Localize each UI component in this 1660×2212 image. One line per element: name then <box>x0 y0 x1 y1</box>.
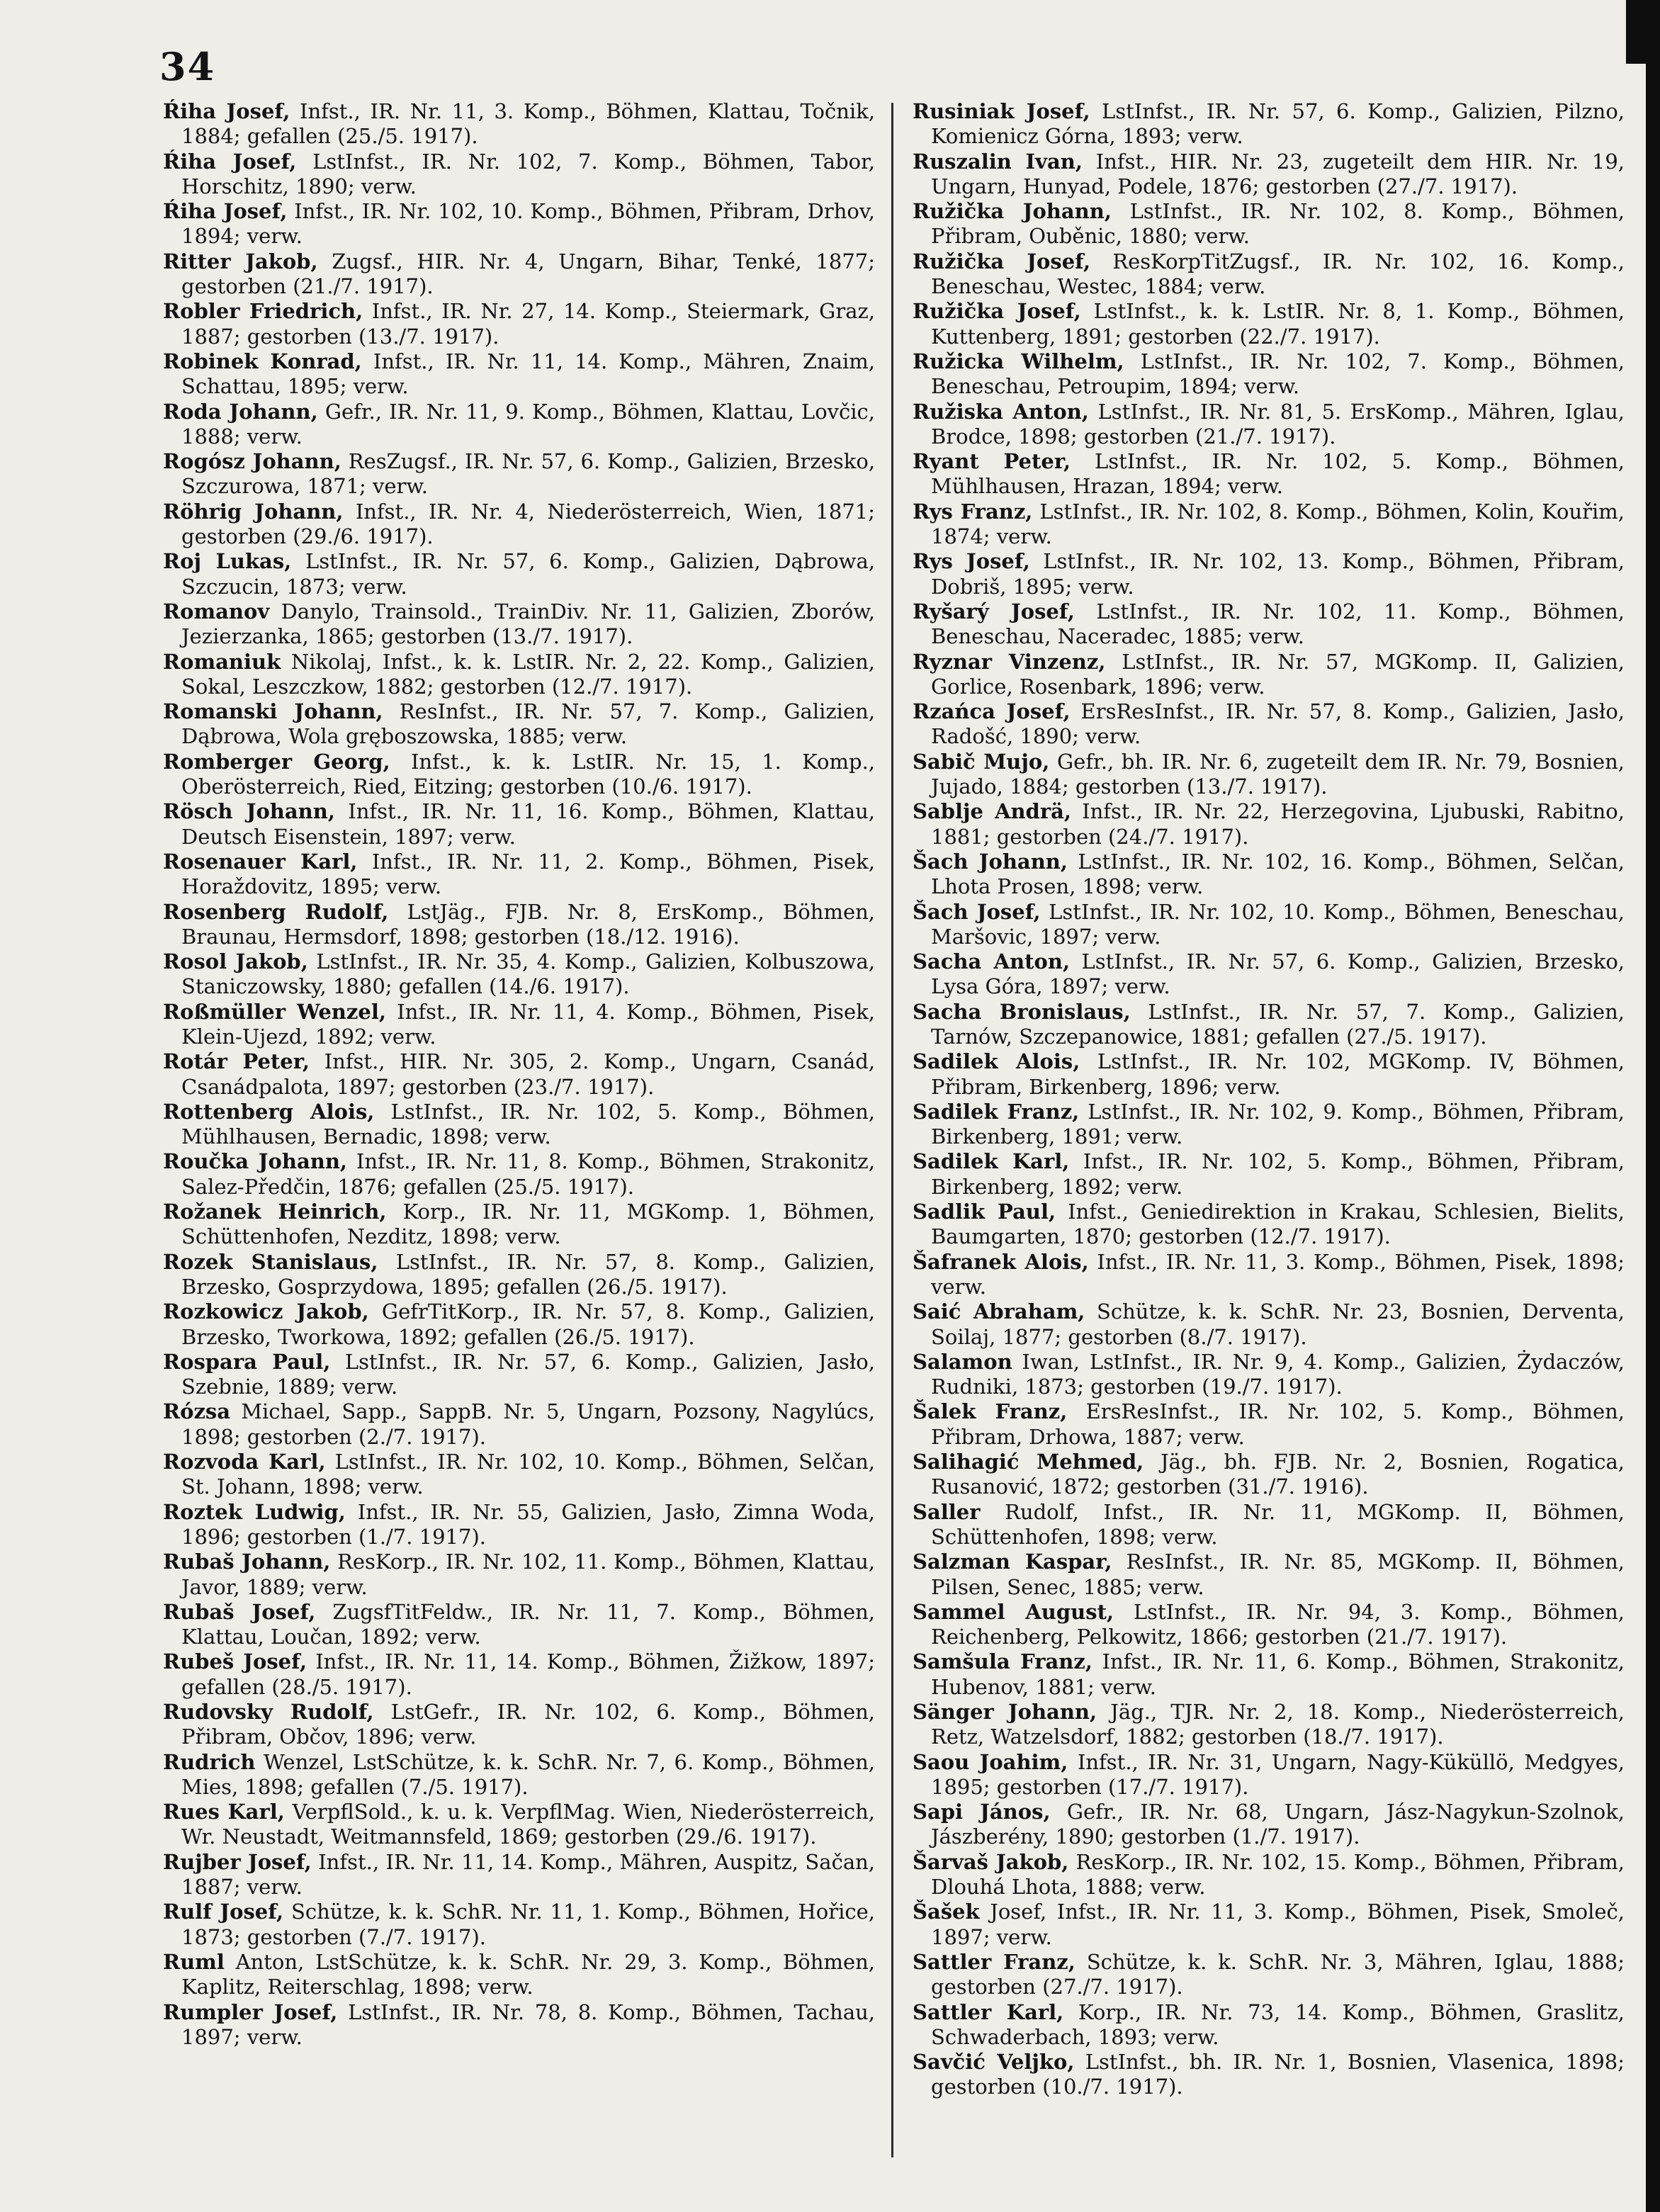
entry-name: Ružička Josef, <box>913 299 1081 324</box>
casualty-entry <box>913 650 1625 700</box>
entry-name: Sadlik Paul, <box>913 1200 1056 1224</box>
casualty-entry <box>913 1000 1625 1050</box>
entry-name: Röhrig Johann, <box>163 499 344 524</box>
casualty-entry <box>163 500 875 550</box>
entry-details: LstInfst., IR. Nr. 94, 3. Komp., Böhmen, Reichenberg, Pelkowitz, 1866; gestorben (21./7. 1917). <box>931 1599 1625 1649</box>
entry-details: Infst., IR. Nr. 4, Niederösterreich, Wien, 1871; gestorben (29./6. 1917). <box>181 499 875 549</box>
casualty-entry <box>913 2000 1625 2050</box>
entry-details: LstInfst., IR. Nr. 102, 8. Komp., Böhmen, Kolin, Kouřim, 1874; verw. <box>931 499 1625 549</box>
entry-name: Rys Josef, <box>913 549 1030 574</box>
entry-name: Romanski Johann, <box>163 699 383 724</box>
casualty-entry <box>163 599 875 650</box>
entry-name: Rožanek Heinrich, <box>163 1200 387 1224</box>
casualty-entry <box>913 1500 1625 1550</box>
entry-name: Roda Johann, <box>163 399 318 424</box>
entry-details: Anton, LstSchütze, k. k. SchR. Nr. 29, 3. Komp., Böhmen, Kaplitz, Reiterschlag, 1898; verw. <box>181 1949 875 1999</box>
entry-details: LstInfst., IR. Nr. 102, MGKomp. IV, Böhmen, Přibram, Birkenberg, 1896; verw. <box>931 1049 1625 1099</box>
casualty-entry <box>913 1600 1625 1650</box>
entry-details: Rudolf, Infst., IR. Nr. 11, MGKomp. II, Böhmen, Schüttenhofen, 1898; verw. <box>931 1499 1625 1549</box>
entry-details: LstInfst., IR. Nr. 57, 6. Komp., Galizien, Jasło, Szebnie, 1889; verw. <box>181 1349 875 1399</box>
entry-name: Saić Abraham, <box>913 1299 1085 1324</box>
entry-name: Sacha Anton, <box>913 949 1071 974</box>
casualty-entry <box>163 1700 875 1750</box>
casualty-entry <box>913 1950 1625 2000</box>
entry-details: Infst., IR. Nr. 11, 3. Komp., Böhmen, Klattau, Točnik, 1884; gefallen (25./5. 1917). <box>181 99 875 149</box>
casualty-entry <box>913 1900 1625 1950</box>
entry-name: Rubeš Josef, <box>163 1649 307 1674</box>
entry-details: LstInfst., IR. Nr. 102, 13. Komp., Böhmen, Přibram, Dobriš, 1895; verw. <box>931 549 1625 599</box>
entry-name: Ruml <box>163 1949 225 1974</box>
casualty-entry <box>913 149 1625 200</box>
entry-details: LstInfst., IR. Nr. 102, 5. Komp., Böhmen, Mühlhausen, Bernadic, 1898; verw. <box>181 1099 876 1149</box>
entry-details: Josef, Infst., IR. Nr. 11, 3. Komp., Böhmen, Pisek, Smoleč, 1897; verw. <box>931 1900 1625 1949</box>
entry-details: Infst., IR. Nr. 11, 3. Komp., Böhmen, Pisek, 1898; verw. <box>931 1249 1625 1299</box>
casualty-entry <box>913 1700 1625 1750</box>
casualty-entry <box>913 249 1625 300</box>
casualty-entry <box>913 949 1625 1000</box>
entry-name: Rzańca Josef, <box>913 699 1071 724</box>
entry-name: Rusiniak Josef, <box>913 99 1090 123</box>
entry-details: Danylo, Trainsold., TrainDiv. Nr. 11, Galizien, Zborów, Jezierzanka, 1865; gestorben (13./7. 1917). <box>181 599 875 649</box>
page-number: 34 <box>159 44 216 89</box>
entry-name: Rozkowicz Jakob, <box>163 1299 369 1324</box>
entry-name: Roučka Johann, <box>163 1149 348 1174</box>
entry-name: Rózsa <box>163 1399 231 1424</box>
casualty-entry <box>913 349 1625 400</box>
entry-name: Šalek Franz, <box>913 1399 1068 1424</box>
entry-details: Gefr., bh. IR. Nr. 6, zugeteilt dem IR. Nr. 79, Bosnien, Jujado, 1884; gestorben (13./7. 1917). <box>931 749 1625 799</box>
entry-name: Saou Joahim, <box>913 1749 1068 1774</box>
casualty-entry <box>163 1850 875 1900</box>
entry-name: Rujber Josef, <box>163 1849 312 1874</box>
casualty-entry <box>163 449 875 500</box>
entry-details: ResInfst., IR. Nr. 57, 7. Komp., Galizien, Dąbrowa, Wola gręboszowska, 1885; verw. <box>181 699 876 749</box>
entry-details: GefrTitKorp., IR. Nr. 57, 8. Komp., Galizien, Brzesko, Tworkowa, 1892; gefallen (26./5. 1917). <box>181 1299 876 1349</box>
entry-name: Ružička Johann, <box>913 199 1112 224</box>
entry-details: LstInfst., IR. Nr. 102, 8. Komp., Böhmen, Přibram, Ouběnic, 1880; verw. <box>931 199 1625 249</box>
casualty-entry <box>163 1800 875 1850</box>
casualty-entry <box>913 1850 1625 1900</box>
entry-name: Rubaš Johann, <box>163 1550 331 1574</box>
casualty-entry <box>163 799 875 850</box>
casualty-entry <box>163 1900 875 1950</box>
entry-details: ErsResInfst., IR. Nr. 102, 5. Komp., Böhmen, Přibram, Drhowa, 1887; verw. <box>931 1399 1625 1449</box>
casualty-entry <box>163 199 875 249</box>
entry-details: Jäg., bh. FJB. Nr. 2, Bosnien, Rogatica, Rusanović, 1872; gestorben (31./7. 1916). <box>931 1450 1625 1499</box>
entry-name: Ružicka Wilhelm, <box>913 349 1124 373</box>
entry-details: Wenzel, LstSchütze, k. k. SchR. Nr. 7, 6. Komp., Böhmen, Mies, 1898; gefallen (7./5. 1917). <box>181 1749 875 1799</box>
casualty-entry <box>163 249 875 300</box>
entry-details: LstInfst., IR. Nr. 57, 6. Komp., Galizien, Dąbrowa, Szczucin, 1873; verw. <box>181 549 875 599</box>
entry-details: Infst., IR. Nr. 11, 14. Komp., Mähren, Auspitz, Sačan, 1887; verw. <box>181 1849 876 1900</box>
entry-details: Infst., IR. Nr. 11, 16. Komp., Böhmen, Klattau, Deutsch Eisenstein, 1897; verw. <box>181 799 876 849</box>
entry-details: ZugsfTitFeldw., IR. Nr. 11, 7. Komp., Böhmen, Klattau, Loučan, 1892; verw. <box>181 1599 875 1649</box>
entry-details: Gefr., IR. Nr. 11, 9. Komp., Böhmen, Klattau, Lovčic, 1888; verw. <box>181 399 876 448</box>
entry-name: Ružička Josef, <box>913 249 1091 273</box>
entry-name: Sattler Karl, <box>913 1999 1064 2024</box>
entry-name: Rosenberg Rudolf, <box>163 899 389 924</box>
casualty-entry <box>913 1350 1625 1400</box>
entry-details: Infst., IR. Nr. 31, Ungarn, Nagy-Küküllö, Medgyes, 1895; gestorben (17./7. 1917). <box>931 1749 1625 1799</box>
entry-details: VerpflSold., k. u. k. VerpflMag. Wien, Niederösterreich, Wr. Neustadt, Weitmannsfeld, 1869; gestorben (29./6. 1917). <box>181 1800 875 1849</box>
entry-details: LstInfst., IR. Nr. 102, 7. Komp., Böhmen, Tabor, Horschitz, 1890; verw. <box>181 149 875 198</box>
entry-details: Infst., IR. Nr. 11, 14. Komp., Mähren, Znaim, Schattau, 1895; verw. <box>181 349 876 399</box>
entry-name: Ŕiha Josef, <box>163 99 290 123</box>
casualty-entry <box>163 850 875 900</box>
entry-name: Romaniuk <box>163 649 281 674</box>
casualty-entry <box>163 1299 875 1350</box>
entry-name: Rospara Paul, <box>163 1349 331 1374</box>
entry-details: LstInfst., IR. Nr. 57, 6. Komp., Galizien, Pilzno, Komienicz Górna, 1893; verw. <box>931 99 1625 149</box>
entry-details: LstJäg., FJB. Nr. 8, ErsKomp., Böhmen, Braunau, Hermsdorf, 1898; gestorben (18./12. 1916). <box>181 899 876 949</box>
entry-details: Infst., IR. Nr. 102, 10. Komp., Böhmen, Přibram, Drhov, 1894; verw. <box>181 199 876 249</box>
entry-name: Rosol Jakob, <box>163 949 308 974</box>
entry-details: ResKorp., IR. Nr. 102, 15. Komp., Böhmen, Přibram, Dlouhá Lhota, 1888; verw. <box>931 1849 1625 1900</box>
entry-name: Salzman Kaspar, <box>913 1550 1112 1574</box>
casualty-entry <box>913 1299 1625 1350</box>
casualty-entry <box>913 1200 1625 1250</box>
entry-name: Sadilek Karl, <box>913 1149 1070 1174</box>
casualty-entry <box>163 1600 875 1650</box>
entry-name: Šašek <box>913 1900 980 1924</box>
casualty-entry <box>163 699 875 750</box>
casualty-entry <box>163 900 875 950</box>
casualty-entry <box>163 1399 875 1450</box>
entry-name: Ŕiha Josef, <box>163 149 297 174</box>
entry-details: LstInfst., IR. Nr. 57, 6. Komp., Galizien, Brzesko, Lysa Góra, 1897; verw. <box>931 949 1625 999</box>
entry-details: LstInfst., IR. Nr. 102, 10. Komp., Böhmen, Beneschau, Maršovic, 1897; verw. <box>931 899 1625 949</box>
casualty-entry <box>163 299 875 349</box>
casualty-entry <box>163 1500 875 1550</box>
casualty-entry <box>163 1149 875 1200</box>
casualty-entry <box>913 1149 1625 1200</box>
entry-details: Nikolaj, Infst., k. k. LstIR. Nr. 2, 22. Komp., Galizien, Sokal, Leszczkow, 1882; gestorben (12./7. 1917). <box>181 649 875 699</box>
entry-name: Šafranek Alois, <box>913 1249 1089 1274</box>
entry-details: LstInfst., IR. Nr. 102, 7. Komp., Böhmen, Beneschau, Petroupim, 1894; verw. <box>931 349 1625 399</box>
casualty-entry <box>913 449 1625 500</box>
entry-name: Ružiska Anton, <box>913 399 1089 424</box>
casualty-entry <box>163 149 875 200</box>
entry-details: LstInfst., IR. Nr. 78, 8. Komp., Böhmen, Tachau, 1897; verw. <box>181 1999 876 2049</box>
entry-name: Rottenberg Alois, <box>163 1099 375 1124</box>
entry-details: Infst., IR. Nr. 22, Herzegovina, Ljubuski, Rabitno, 1881; gestorben (24./7. 1917). <box>931 799 1625 849</box>
entry-name: Romanov <box>163 599 270 623</box>
entry-details: LstInfst., bh. IR. Nr. 1, Bosnien, Vlasenica, 1898; gestorben (10./7. 1917). <box>931 2050 1625 2099</box>
entry-details: Infst., HIR. Nr. 23, zugeteilt dem HIR. Nr. 19, Ungarn, Hunyad, Podele, 1876; gestorben (27./7. 1917). <box>931 149 1625 198</box>
entry-name: Ritter Jakob, <box>163 249 318 273</box>
casualty-entry <box>913 549 1625 599</box>
entry-name: Šach Johann, <box>913 849 1068 874</box>
entry-name: Sabič Mujo, <box>913 749 1050 774</box>
entry-details: LstInfst., IR. Nr. 102, 5. Komp., Böhmen, Mühlhausen, Hrazan, 1894; verw. <box>931 449 1625 499</box>
entry-details: Schütze, k. k. SchR. Nr. 23, Bosnien, Derventa, Soilaj, 1877; gestorben (8./7. 1917). <box>931 1299 1625 1349</box>
casualty-entry <box>163 349 875 400</box>
casualty-entry <box>913 799 1625 850</box>
casualty-entry <box>913 2050 1625 2100</box>
casualty-entry <box>913 900 1625 950</box>
casualty-entry <box>163 750 875 800</box>
casualty-entry <box>913 1800 1625 1850</box>
entry-name: Rulf Josef, <box>163 1900 284 1924</box>
entry-details: Schütze, k. k. SchR. Nr. 11, 1. Komp., Böhmen, Hořice, 1873; gestorben (7./7. 1917). <box>181 1900 875 1949</box>
entry-details: Schütze, k. k. SchR. Nr. 3, Mähren, Iglau, 1888; gestorben (27./7. 1917). <box>931 1949 1625 1999</box>
entry-details: ResKorpTitZugsf., IR. Nr. 102, 16. Komp., Beneschau, Westec, 1884; verw. <box>931 249 1625 299</box>
casualty-entry <box>913 1550 1625 1600</box>
entry-details: LstInfst., IR. Nr. 81, 5. ErsKomp., Mähren, Iglau, Brodce, 1898; gestorben (21./7. 1917). <box>931 399 1625 448</box>
entry-name: Salamon <box>913 1349 1012 1374</box>
casualty-entry <box>163 400 875 450</box>
entry-details: LstInfst., IR. Nr. 57, MGKomp. II, Galizien, Gorlice, Rosenbark, 1896; verw. <box>931 649 1625 699</box>
entry-details: ResZugsf., IR. Nr. 57, 6. Komp., Galizien, Brzesko, Szczurowa, 1871; verw. <box>181 449 875 499</box>
entry-details: Zugsf., HIR. Nr. 4, Ungarn, Bihar, Tenké, 1877; gestorben (21./7. 1917). <box>181 249 876 299</box>
entry-name: Sadilek Franz, <box>913 1099 1080 1124</box>
entry-details: LstGefr., IR. Nr. 102, 6. Komp., Böhmen, Přibram, Občov, 1896; verw. <box>181 1700 875 1749</box>
casualty-entry <box>163 1649 875 1700</box>
entry-name: Sacha Bronislaus, <box>913 999 1131 1024</box>
entry-name: Samšula Franz, <box>913 1649 1092 1674</box>
entry-name: Sänger Johann, <box>913 1700 1097 1724</box>
casualty-entry <box>163 549 875 599</box>
entry-details: LstInfst., IR. Nr. 102, 9. Komp., Böhmen, Přibram, Birkenberg, 1891; verw. <box>931 1099 1625 1149</box>
entry-name: Romberger Georg, <box>163 749 390 774</box>
casualty-entry <box>913 1750 1625 1800</box>
casualty-entry <box>163 1950 875 2000</box>
entry-name: Šarvaš Jakob, <box>913 1849 1069 1874</box>
entry-name: Sablje Andrä, <box>913 799 1071 824</box>
entry-details: ResInfst., IR. Nr. 85, MGKomp. II, Böhmen, Pilsen, Senec, 1885; verw. <box>931 1550 1625 1599</box>
entry-details: Gefr., IR. Nr. 68, Ungarn, Jász-Nagykun-Szolnok, Jászberény, 1890; gestorben (1./7. 1917). <box>931 1800 1625 1849</box>
entry-details: Infst., IR. Nr. 27, 14. Komp., Steiermark, Graz, 1887; gestorben (13./7. 1917). <box>181 299 875 349</box>
casualty-entry <box>913 1399 1625 1450</box>
entry-name: Rozek Stanislaus, <box>163 1249 378 1274</box>
entry-name: Rosenauer Karl, <box>163 849 358 874</box>
entry-name: Sadilek Alois, <box>913 1049 1080 1074</box>
casualty-entry <box>913 1049 1625 1100</box>
column-divider <box>891 103 893 2157</box>
entry-name: Rues Karl, <box>163 1800 285 1824</box>
entry-details: Korp., IR. Nr. 11, MGKomp. 1, Böhmen, Schüttenhofen, Nezditz, 1898; verw. <box>181 1200 876 1249</box>
casualty-entry <box>163 1550 875 1600</box>
entry-details: Infst., IR. Nr. 11, 6. Komp., Böhmen, Strakonitz, Hubenov, 1881; verw. <box>931 1649 1625 1699</box>
entry-name: Sammel August, <box>913 1599 1114 1624</box>
casualty-entry <box>163 650 875 700</box>
entry-details: Michael, Sapp., SappB. Nr. 5, Ungarn, Pozsony, Nagylúcs, 1898; gestorben (2./7. 1917). <box>181 1399 875 1449</box>
entry-name: Roßmüller Wenzel, <box>163 999 386 1024</box>
casualty-entry <box>913 99 1625 149</box>
entry-name: Ryznar Vinzenz, <box>913 649 1106 674</box>
entry-details: LstInfst., IR. Nr. 102, 11. Komp., Böhmen, Beneschau, Naceradec, 1885; verw. <box>931 599 1625 649</box>
entry-details: Infst., IR. Nr. 102, 5. Komp., Böhmen, Přibram, Birkenberg, 1892; verw. <box>931 1149 1625 1199</box>
casualty-entry <box>163 1750 875 1800</box>
entry-name: Salihagić Mehmed, <box>913 1450 1144 1474</box>
entry-name: Robinek Konrad, <box>163 349 362 373</box>
entry-name: Rumpler Josef, <box>163 1999 338 2024</box>
entry-details: Infst., IR. Nr. 11, 8. Komp., Böhmen, Strakonitz, Salez-Předčin, 1876; gefallen (25./5. 1917). <box>181 1149 876 1199</box>
entry-details: Infst., IR. Nr. 55, Galizien, Jasło, Zimna Woda, 1896; gestorben (1./7. 1917). <box>181 1499 876 1549</box>
entry-details: Infst., IR. Nr. 11, 14. Komp., Böhmen, Žižkow, 1897; gefallen (28./5. 1917). <box>181 1649 875 1699</box>
entry-name: Sattler Franz, <box>913 1949 1075 1974</box>
scan-border-corner <box>1626 0 1646 64</box>
entry-details: LstInfst., k. k. LstIR. Nr. 8, 1. Komp., Böhmen, Kuttenberg, 1891; gestorben (22./7. 1917). <box>931 299 1625 349</box>
entry-name: Savčić Veljko, <box>913 2050 1075 2075</box>
scan-border-right <box>1646 0 1660 2212</box>
entry-details: LstInfst., IR. Nr. 102, 10. Komp., Böhmen, Selčan, St. Johann, 1898; verw. <box>181 1450 876 1499</box>
entry-details: Infst., IR. Nr. 11, 4. Komp., Böhmen, Pisek, Klein-Ujezd, 1892; verw. <box>181 999 875 1049</box>
right-column <box>913 99 1625 2100</box>
entry-name: Šach Josef, <box>913 899 1041 924</box>
casualty-entry <box>913 699 1625 750</box>
entry-details: LstInfst., IR. Nr. 57, 8. Komp., Galizien, Brzesko, Gosprzydowa, 1895; gefallen (26./5. 1917). <box>181 1249 875 1299</box>
entry-name: Sapi János, <box>913 1800 1051 1824</box>
casualty-entry <box>913 500 1625 550</box>
casualty-entry <box>913 850 1625 900</box>
casualty-entry <box>913 1250 1625 1300</box>
casualty-entry <box>163 1049 875 1100</box>
casualty-entry <box>163 1250 875 1300</box>
casualty-entry <box>913 1100 1625 1150</box>
entry-name: Rys Franz, <box>913 499 1033 524</box>
casualty-entry <box>913 199 1625 249</box>
entry-details: ErsResInfst., IR. Nr. 57, 8. Komp., Galizien, Jasło, Radošć, 1890; verw. <box>931 699 1625 749</box>
casualty-entry <box>163 2000 875 2050</box>
casualty-entry <box>163 1450 875 1500</box>
casualty-entry <box>913 1450 1625 1500</box>
entry-details: Iwan, LstInfst., IR. Nr. 9, 4. Komp., Galizien, Żydaczów, Rudniki, 1873; gestorben (19./7. 1917). <box>931 1349 1625 1399</box>
casualty-entry <box>163 949 875 1000</box>
entry-name: Saller <box>913 1499 981 1524</box>
entry-details: LstInfst., IR. Nr. 35, 4. Komp., Galizien, Kolbuszowa, Staniczowsky, 1880; gefallen (14./6. 1917). <box>181 949 875 999</box>
entry-details: LstInfst., IR. Nr. 57, 7. Komp., Galizien, Tarnów, Szczepanowice, 1881; gefallen (27./5. 1917). <box>931 999 1625 1049</box>
entry-details: Infst., k. k. LstIR. Nr. 15, 1. Komp., Oberösterreich, Ried, Eitzing; gestorben (10./6. 1917). <box>181 749 876 799</box>
casualty-entry <box>913 750 1625 800</box>
casualty-entry <box>163 1350 875 1400</box>
entry-name: Rotár Peter, <box>163 1049 310 1074</box>
entry-name: Roj Lukas, <box>163 549 292 574</box>
entry-name: Roztek Ludwig, <box>163 1499 346 1524</box>
casualty-entry <box>913 400 1625 450</box>
entry-details: Infst., IR. Nr. 11, 2. Komp., Böhmen, Pisek, Horaždovitz, 1895; verw. <box>181 849 875 899</box>
entry-name: Ŕiha Josef, <box>163 199 288 224</box>
entry-details: Jäg., TJR. Nr. 2, 18. Komp., Niederösterreich, Retz, Watzelsdorf, 1882; gestorben (18./7. 1917). <box>931 1700 1625 1749</box>
entry-details: LstInfst., IR. Nr. 102, 16. Komp., Böhmen, Selčan, Lhota Prosen, 1898; verw. <box>931 849 1625 899</box>
casualty-entry <box>163 1100 875 1150</box>
entry-name: Ryšarý Josef, <box>913 599 1075 623</box>
entry-details: Infst., HIR. Nr. 305, 2. Komp., Ungarn, Csanád, Csanádpalota, 1897; gestorben (23./7. 1917). <box>181 1049 876 1099</box>
entry-name: Ruszalin Ivan, <box>913 149 1083 174</box>
casualty-entry <box>913 1649 1625 1700</box>
entry-name: Robler Friedrich, <box>163 299 363 324</box>
entry-details: Infst., Geniedirektion in Krakau, Schlesien, Bielits, Baumgarten, 1870; gestorben (12./7. 1917). <box>931 1200 1625 1249</box>
entry-name: Rogósz Johann, <box>163 449 341 474</box>
entry-name: Rozvoda Karl, <box>163 1450 326 1474</box>
entry-name: Rudrich <box>163 1749 256 1774</box>
entry-name: Rubaš Josef, <box>163 1599 316 1624</box>
entry-name: Ryant Peter, <box>913 449 1071 474</box>
casualty-entry <box>163 1000 875 1050</box>
entry-name: Rösch Johann, <box>163 799 335 824</box>
entry-name: Rudovsky Rudolf, <box>163 1700 374 1724</box>
entry-details: ResKorp., IR. Nr. 102, 11. Komp., Böhmen, Klattau, Javor, 1889; verw. <box>181 1550 875 1599</box>
left-column <box>163 99 875 2050</box>
casualty-entry <box>913 299 1625 349</box>
entry-details: Korp., IR. Nr. 73, 14. Komp., Böhmen, Graslitz, Schwaderbach, 1893; verw. <box>931 1999 1625 2049</box>
casualty-entry <box>163 1200 875 1250</box>
casualty-entry <box>163 99 875 149</box>
casualty-entry <box>913 599 1625 650</box>
